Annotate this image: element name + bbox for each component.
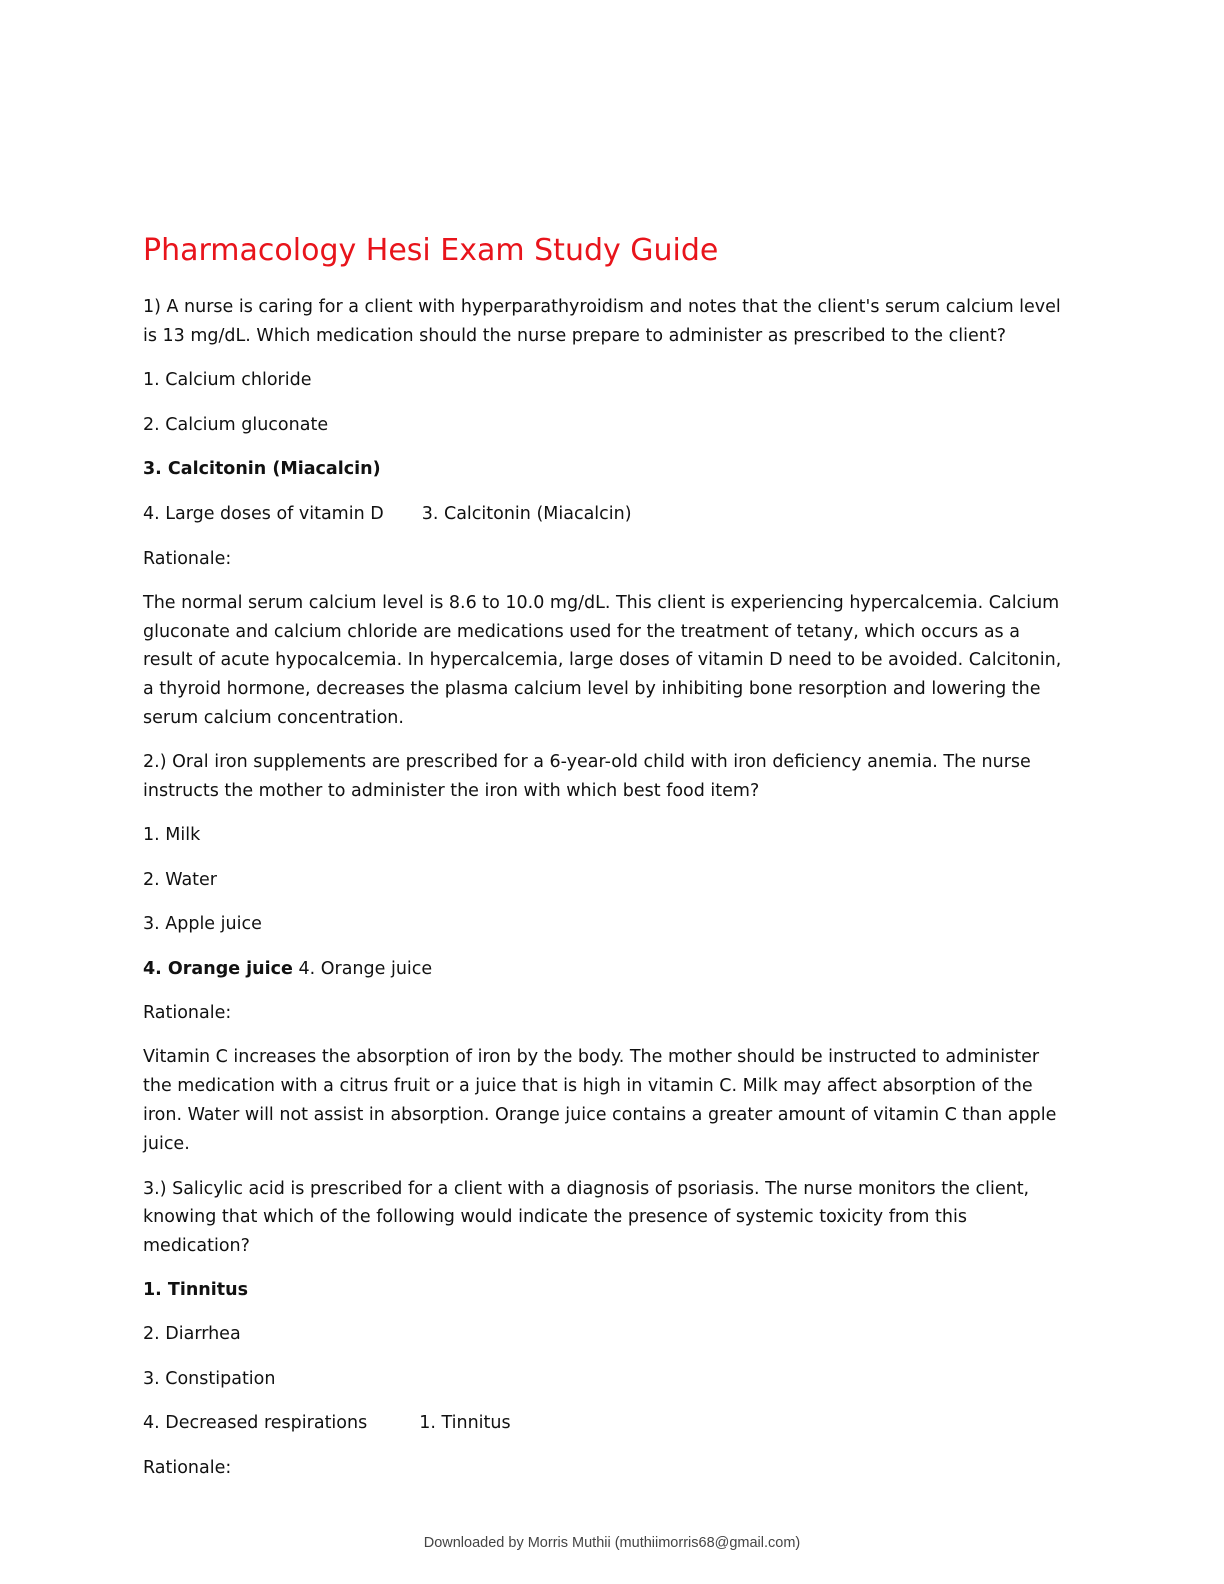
q2-option-1: 1. Milk xyxy=(143,825,201,845)
q1-option-2: 2. Calcium gluconate xyxy=(143,415,329,435)
q3-question-line-1: 3.) Salicylic acid is prescribed for a client with a diagnosis of psoriasis. The nurse monitors the client, xyxy=(143,1179,1030,1199)
q2-rationale-line-2: the medication with a citrus fruit or a juice that is high in vitamin C. Milk may affect absorption of the xyxy=(143,1076,1033,1096)
q2-option-4-line xyxy=(143,955,1063,984)
q1-answer: 3. Calcitonin (Miacalcin) xyxy=(421,504,632,524)
q3-option-4-line xyxy=(143,1409,1063,1438)
q1-rationale-line-4: a thyroid hormone, decreases the plasma calcium level by inhibiting bone resorption and lowering the xyxy=(143,679,1041,699)
q1-option-4: 4. Large doses of vitamin D xyxy=(143,504,384,524)
q2-rationale-label: Rationale: xyxy=(143,1003,232,1023)
q1-option-1: 1. Calcium chloride xyxy=(143,370,312,390)
download-footer: Downloaded by Morris Muthii (muthiimorris68@gmail.com) xyxy=(423,1535,801,1551)
q3-rationale-label: Rationale: xyxy=(143,1458,232,1478)
q3-option-1-correct: 1. Tinnitus xyxy=(143,1280,249,1300)
q1-rationale-label: Rationale: xyxy=(143,549,232,569)
q3-option-2: 2. Diarrhea xyxy=(143,1324,241,1344)
q2-question-line-1: 2.) Oral iron supplements are prescribed for a 6-year-old child with iron deficiency anemia. The nurse xyxy=(143,752,1031,772)
q3-question-line-2: knowing that which of the following would indicate the presence of systemic toxicity from this xyxy=(143,1207,967,1227)
q2-answer: 4. Orange juice xyxy=(298,959,433,979)
q3-question-line-3: medication? xyxy=(143,1236,250,1256)
page-title: Pharmacology Hesi Exam Study Guide xyxy=(143,233,719,268)
q2-option-2: 2. Water xyxy=(143,870,217,890)
q2-question-line-2: instructs the mother to administer the iron with which best food item? xyxy=(143,781,760,801)
q1-option-4-line xyxy=(143,500,1063,529)
q2-rationale-line-1: Vitamin C increases the absorption of iron by the body. The mother should be instructed to administer xyxy=(143,1047,1040,1067)
q3-option-3: 3. Constipation xyxy=(143,1369,276,1389)
q2-option-4-correct: 4. Orange juice xyxy=(143,959,293,979)
q1-question-line-1: 1) A nurse is caring for a client with hyperparathyroidism and notes that the client's serum calcium level xyxy=(143,297,1061,317)
q2-rationale-line-3: iron. Water will not assist in absorption. Orange juice contains a greater amount of vitamin C than apple xyxy=(143,1105,1057,1125)
q2-option-3: 3. Apple juice xyxy=(143,914,262,934)
q2-rationale-line-4: juice. xyxy=(143,1134,190,1154)
q1-rationale-line-5: serum calcium concentration. xyxy=(143,708,404,728)
q1-question-line-2: is 13 mg/dL. Which medication should the nurse prepare to administer as prescribed to the client? xyxy=(143,326,1006,346)
q1-option-3-correct: 3. Calcitonin (Miacalcin) xyxy=(143,459,381,479)
q1-rationale-line-3: result of acute hypocalcemia. In hypercalcemia, large doses of vitamin D need to be avoided. Calcitonin, xyxy=(143,650,1062,670)
q1-rationale-line-1: The normal serum calcium level is 8.6 to 10.0 mg/dL. This client is experiencing hypercalcemia. Calcium xyxy=(143,593,1060,613)
q3-answer: 1. Tinnitus xyxy=(419,1413,511,1433)
q3-option-4: 4. Decreased respirations xyxy=(143,1413,368,1433)
q1-rationale-line-2: gluconate and calcium chloride are medications used for the treatment of tetany, which occurs as a xyxy=(143,622,1020,642)
